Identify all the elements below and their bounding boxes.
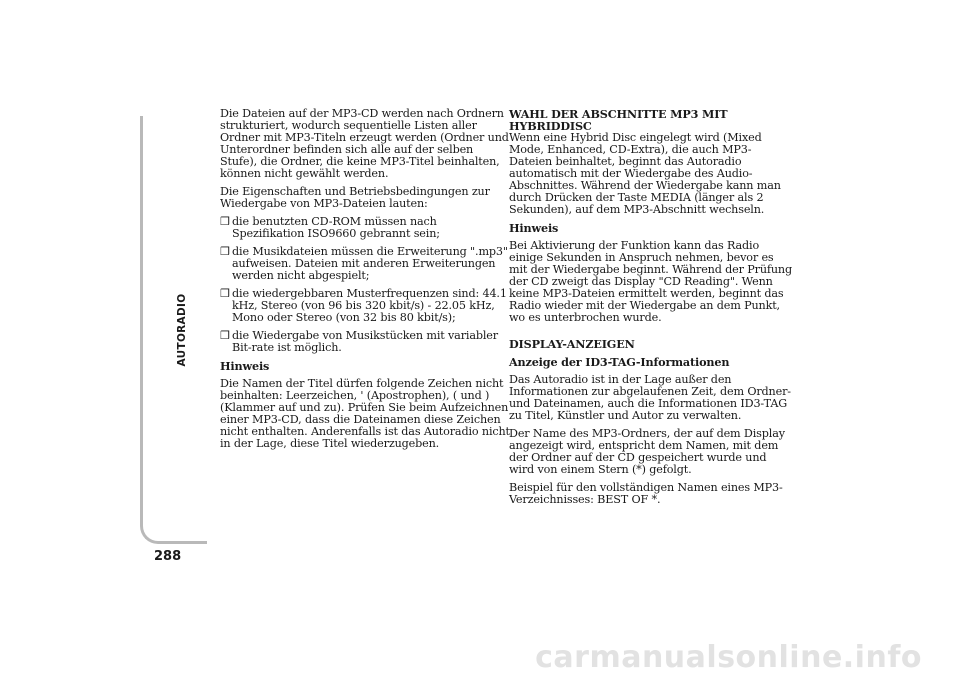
paragraph: Die Eigenschaften und Betriebsbedingungen zur Wiedergabe von MP3-Dateien lauten: xyxy=(220,185,490,210)
right-column xyxy=(509,108,792,512)
paragraph: Das Autoradio ist in der Lage außer den Informationen zur abgelaufenen Zeit, dem Ordner- und Dateinamen, auch die Informationen ID3-TAG zu Titel, Künstler und Autor zu verwalten. xyxy=(509,373,791,422)
margin-bracket xyxy=(140,116,207,544)
section-label: AUTORADIO xyxy=(176,293,188,367)
note-text: Die Namen der Titel dürfen folgende Zeichen nicht beinhalten: Leerzeichen, ' (Apostrophen), ( und ) (Klammer auf und zu). Prüfen Sie beim Aufzeichnen einer MP3-CD, dass die Dateinamen diese Zeichen nicht enthalten. Anderenfalls ist das Autoradio nicht in der Lage, diese Titel wiederzugeben. xyxy=(220,377,510,450)
paragraph: Beispiel für den vollständigen Namen eines MP3-Verzeichnisses: BEST OF *. xyxy=(509,481,783,506)
subsection-heading: Anzeige der ID3-TAG-Informationen xyxy=(509,355,730,369)
checkbox-bullet-icon: ❒ xyxy=(220,329,230,342)
note-heading: Hinweis xyxy=(509,221,559,235)
paragraph: Die Dateien auf der MP3-CD werden nach Ordnern strukturiert, wodurch sequentielle Listen aller Ordner mit MP3-Titeln erzeugt werden (Ordner und Unterordner befinden sich alle auf der selben Stufe), die Ordner, die keine MP3-Titel beinhalten, können nicht gewählt werden. xyxy=(220,107,509,180)
section-heading: WAHL DER ABSCHNITTE MP3 MIT HYBRIDDISC xyxy=(509,107,728,133)
footer xyxy=(0,640,960,679)
checkbox-bullet-icon: ❒ xyxy=(220,215,230,228)
section-heading: DISPLAY-ANZEIGEN xyxy=(509,337,635,351)
note-text: Bei Aktivierung der Funktion kann das Radio einige Sekunden in Anspruch nehmen, bevor es mit der Wiedergabe beginnt. Während der Prüfung der CD zweigt das Display "CD Reading". Wenn keine MP3-Dateien ermittelt werden, beginnt das Radio wieder mit der Wiedergabe an dem Punkt, wo es unterbrochen wurde. xyxy=(509,239,792,324)
checkbox-bullet-icon: ❒ xyxy=(220,287,230,300)
paragraph: Der Name des MP3-Ordners, der auf dem Display angezeigt wird, entspricht dem Namen, mit dem der Ordner auf der CD gespeichert wurde und wird von einem Stern (*) gefolgt. xyxy=(509,427,785,476)
page-number: 288 xyxy=(154,549,182,564)
watermark: carmanualsonline.info xyxy=(535,640,922,675)
checkbox-bullet-icon: ❒ xyxy=(220,245,230,258)
requirements-list xyxy=(220,216,510,354)
list-item: ❒ die benutzten CD-ROM müssen nach Spezifikation ISO9660 gebrannt sein; xyxy=(220,215,440,240)
list-item: ❒ die Wiedergabe von Musikstücken mit variabler Bit-rate ist möglich. xyxy=(220,329,498,354)
list-item: ❒ die Musikdateien müssen die Erweiterung ".mp3" aufweisen. Dateien mit anderen Erweiterungen werden nicht abgespielt; xyxy=(220,245,508,282)
left-column xyxy=(220,108,510,456)
note-heading: Hinweis xyxy=(220,359,270,373)
paragraph: Wenn eine Hybrid Disc eingelegt wird (Mixed Mode, Enhanced, CD-Extra), die auch MP3-Dateien beinhaltet, beginnt das Autoradio automatisch mit der Wiedergabe des Audio-Abschnittes. Während der Wiedergabe kann man durch Drücken der Taste MEDIA (länger als 2 Sekunden), auf dem MP3-Abschnitt wechseln. xyxy=(509,131,781,216)
list-item: ❒ die wiedergebbaren Musterfrequenzen sind: 44.1 kHz, Stereo (von 96 bis 320 kbit/s) - 22.05 kHz, Mono oder Stereo (von 32 bis 80 kbit/s); xyxy=(220,287,507,324)
